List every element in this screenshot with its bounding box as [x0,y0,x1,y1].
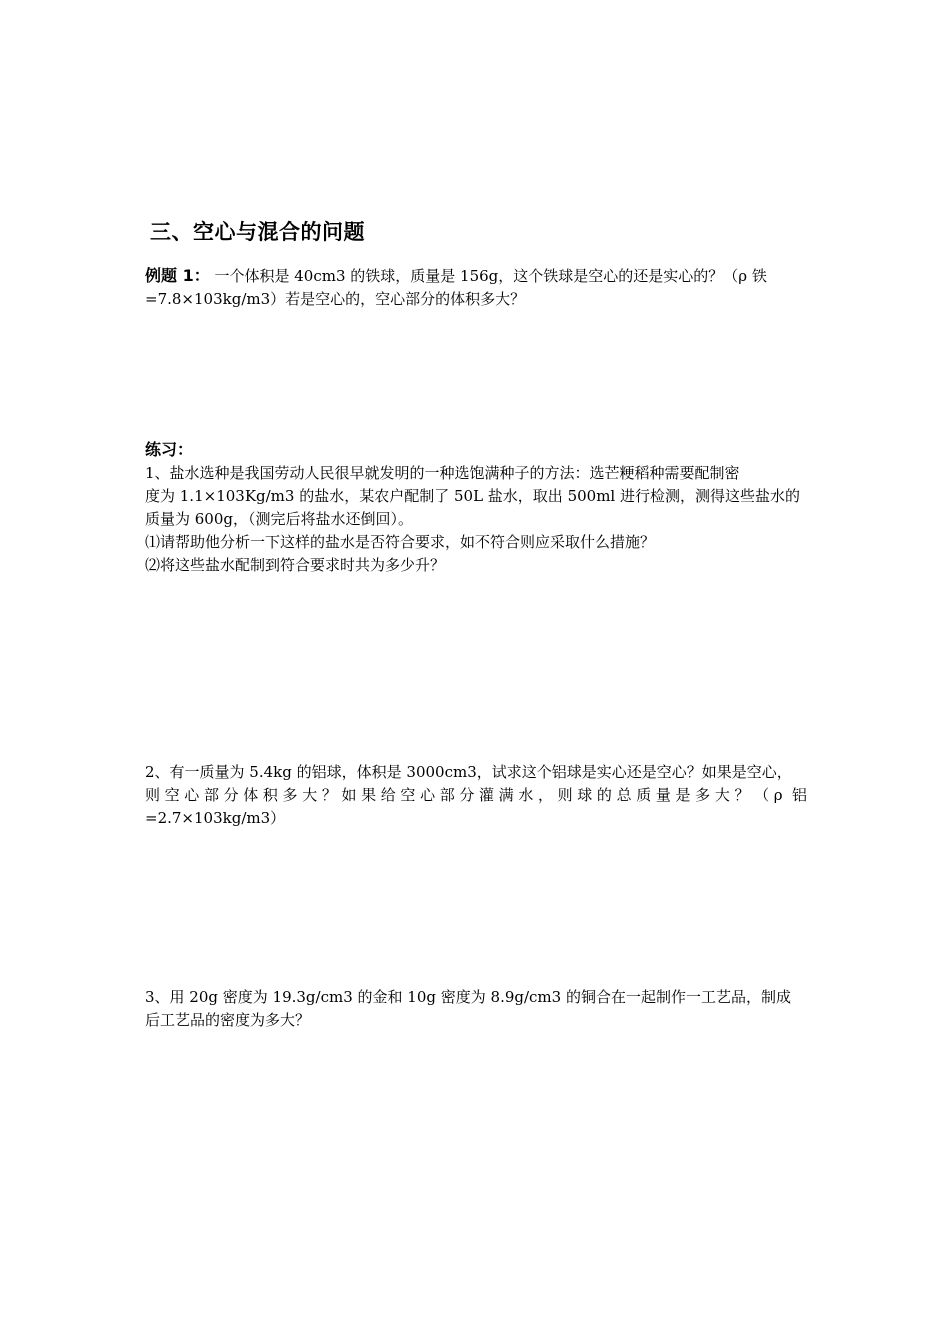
practice-question-1 [145,462,807,577]
example-1-label: 例题 1： [145,266,210,285]
question-1-line-2: 度为 1.1×103Kg/m3 的盐水，某农户配制了 50L 盐水，取出 500ml 进行检测，测得这些盐水的 [145,487,800,505]
practice-question-3 [145,986,807,1032]
section-title: 三、空心与混合的问题 [150,220,365,244]
question-3-line-1: 3、用 20g 密度为 19.3g/cm3 的金和 10g 密度为 8.9g/cm3 的铜合在一起制作一工艺品，制成 [145,988,791,1006]
example-1-line-1 [145,264,807,288]
example-1 [145,264,807,311]
question-2-line-3: =2.7×103kg/m3） [145,809,286,827]
practice-question-2 [145,761,807,830]
question-1-sub-2: ⑵将这些盐水配制到符合要求时共为多少升？ [145,556,446,574]
example-1-line-2: =7.8×103kg/m3）若是空心的，空心部分的体积多大？ [145,290,526,308]
question-2-line-2: 则空心部分体积多大？如果给空心部分灌满水，则球的总质量是多大？（ρ 铝 [145,786,807,804]
question-1-sub-1: ⑴请帮助他分析一下这样的盐水是否符合要求，如不符合则应采取什么措施？ [145,533,656,551]
question-1-line-1: 1、盐水选种是我国劳动人民很早就发明的一种选饱满种子的方法：选芒粳稻种需要配制密 [145,464,740,482]
question-1-line-3: 质量为 600g，（测完后将盐水还倒回）。 [145,510,414,528]
example-1-text: 一个体积是 40cm3 的铁球，质量是 156g，这个铁球是空心的还是实心的？（ρ 铁 [209,267,767,285]
practice-label: 练习： [145,440,194,459]
question-3-line-2: 后工艺品的密度为多大？ [145,1011,311,1029]
question-2-line-1: 2、有一质量为 5.4kg 的铝球，体积是 3000cm3，试求这个铝球是实心还是空心？如果是空心， [145,763,792,781]
